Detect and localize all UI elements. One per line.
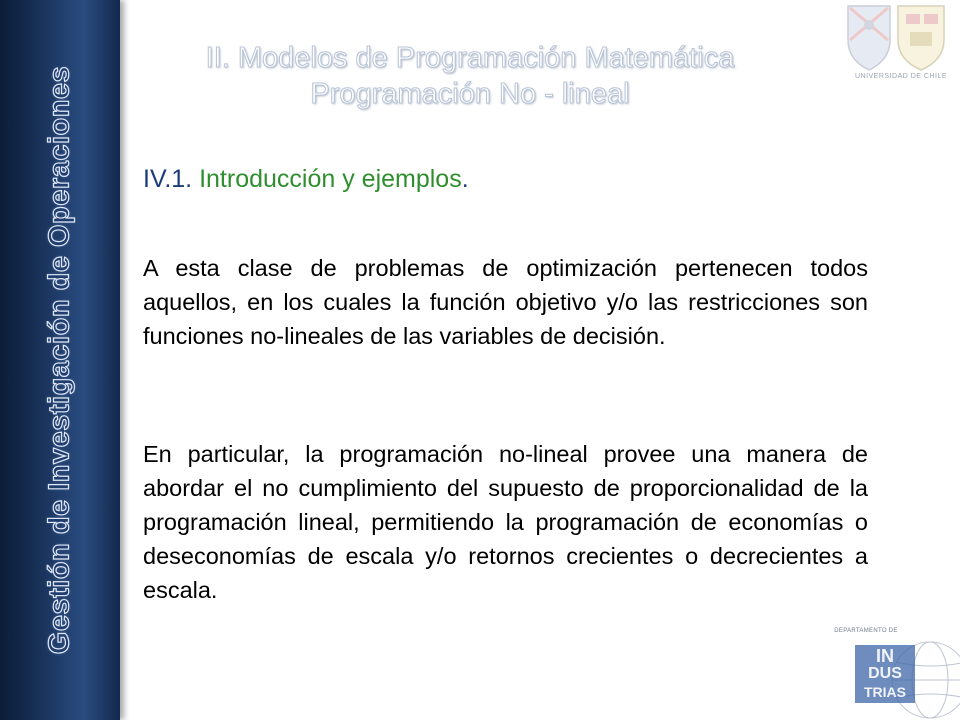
industrias-logo-line2: DUS	[868, 665, 902, 682]
section-heading-text: Introducción y ejemplos	[199, 165, 462, 193]
slide-title-line1: II. Modelos de Programación Matemática	[205, 42, 735, 74]
slide-title-line2: Programación No - lineal	[310, 78, 630, 110]
industrias-logo-line3: TRIAS	[864, 684, 906, 700]
university-label: UNIVERSIDAD DE CHILE	[854, 73, 948, 80]
department-label: DEPARTAMENTO DE	[834, 628, 898, 634]
section-number: IV.1.	[143, 165, 200, 193]
paragraph-particular: En particular, la programación no-lineal provee una manera de abordar el no cumplimiento del supuesto de proporcionalidad de la programación lineal, permitiendo la programación de economías o deseconomías de escala y/o retornos crecientes o decrecientes a escala.	[143, 441, 868, 603]
section-heading	[143, 163, 469, 195]
paragraph-definition: A esta clase de problemas de optimización pertenecen todos aquellos, en los cuales la función objetivo y/o las restricciones son funciones no-lineales de las variables de decisión.	[143, 255, 868, 349]
slide-title	[150, 40, 790, 112]
section-heading-period: .	[461, 165, 469, 193]
industrias-logo-line1: IN	[876, 646, 894, 666]
sidebar-course-title: Gestión de Investigación de Operaciones	[43, 65, 76, 655]
